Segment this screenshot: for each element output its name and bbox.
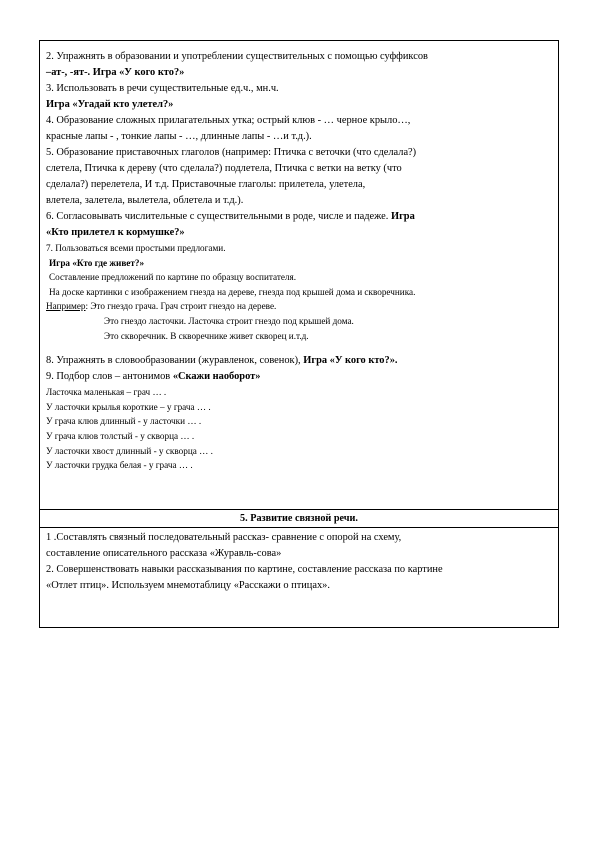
suffix-text: –ат-, -ят-. [46, 67, 91, 78]
item-6-text: 6. Согласовывать числительные с существительными в роде, числе и падеже. [46, 211, 389, 222]
item-8 [46, 353, 554, 369]
content-table [39, 40, 559, 628]
item-4-line-2: красные лапы - , тонкие лапы - …, длинные лапы - …и т.д.). [46, 131, 312, 142]
item-8-text: 8. Упражнять в словообразовании (журавленок, совенок), [46, 355, 301, 367]
example-line-1 [46, 299, 554, 314]
item-4-line-1: 4. Образование сложных прилагательных утка; острый клюв - … черное крыло…, [46, 115, 411, 126]
speech-line-3: 2. Совершенствовать навыки рассказывания по картине, составление рассказа по картине [46, 564, 443, 575]
example-text: : Это гнездо грача. Грач строит гнездо на дереве. [85, 301, 277, 312]
item-8-game: Игра «У кого кто?». [303, 355, 398, 367]
game-title: Игра «У кого кто?» [92, 67, 185, 78]
antonym-line-1: Ласточка маленькая – грач … . [46, 387, 167, 398]
item-7-line-4: На доске картинки с изображением гнезда на дереве, гнезда под крышей дома и скворечника. [49, 286, 416, 297]
speech-line-2: составление описательного рассказа «Журавль-сова» [46, 548, 282, 559]
exercises-cell [40, 41, 558, 510]
section-heading-cell [40, 510, 558, 528]
item-6-game: «Кто прилетел к кормушке?» [46, 227, 185, 238]
example-label: Например [46, 301, 86, 312]
item-5-line-1: 5. Образование приставочных глаголов (например: Птичка с веточки (что сделала?) [46, 147, 417, 158]
antonym-line-3: У грача клюв длинный - у ласточки … . [46, 416, 202, 427]
speech-development-cell [40, 528, 558, 629]
antonym-line-6: У ласточки грудка белая - у грача … . [46, 460, 193, 471]
antonym-line-5: У ласточки хвост длинный - у скворца … . [46, 445, 213, 456]
item-6-game-label: Игра [391, 211, 415, 222]
item-2-line-1: 2. Упражнять в образовании и употреблении существительных с помощью суффиксов [46, 51, 428, 62]
item-5-line-4: влетела, залетела, вылетела, облетела и т.д.). [46, 195, 244, 206]
example-line-2: Это гнездо ласточки. Ласточка строит гнездо под крышей дома. [104, 315, 354, 326]
example-line-3: Это скворечник. В скворечнике живет скворец и.т.д. [104, 330, 309, 341]
item-7-line-1: 7. Пользоваться всеми простыми предлогами. [46, 243, 226, 253]
item-9 [46, 369, 554, 385]
item-7-game: Игра «Кто где живет?» [49, 257, 145, 268]
item-7-line-3: Составление предложений по картине по образцу воспитателя. [49, 272, 297, 283]
item-3-game: Игра «Угадай кто улетел?» [46, 99, 174, 110]
item-3-line-1: 3. Использовать в речи существительные ед.ч., мн.ч. [46, 83, 279, 94]
section-heading: 5. Развитие связной речи. [240, 513, 358, 524]
antonym-line-4: У грача клюв толстый - у скворца … . [46, 430, 195, 441]
item-5-line-3: сделала?) перелетела, И т.д. Приставочные глаголы: прилетела, улетела, [46, 179, 366, 190]
item-2-line-2 [46, 65, 554, 81]
item-6-line-1 [46, 209, 554, 225]
speech-line-1: 1 .Составлять связный последовательный рассказ- сравнение с опорой на схему, [46, 532, 402, 543]
speech-line-4: «Отлет птиц». Используем мнемотаблицу «Расскажи о птицах». [46, 580, 330, 591]
antonym-line-2: У ласточки крылья короткие – у грача … . [46, 401, 211, 412]
item-9-game: «Скажи наоборот» [172, 371, 261, 383]
item-9-text: 9. Подбор слов – антонимов [46, 371, 171, 383]
item-5-line-2: слетела, Птичка к дереву (что сделала?) подлетела, Птичка с ветки на ветку (что [46, 163, 402, 174]
